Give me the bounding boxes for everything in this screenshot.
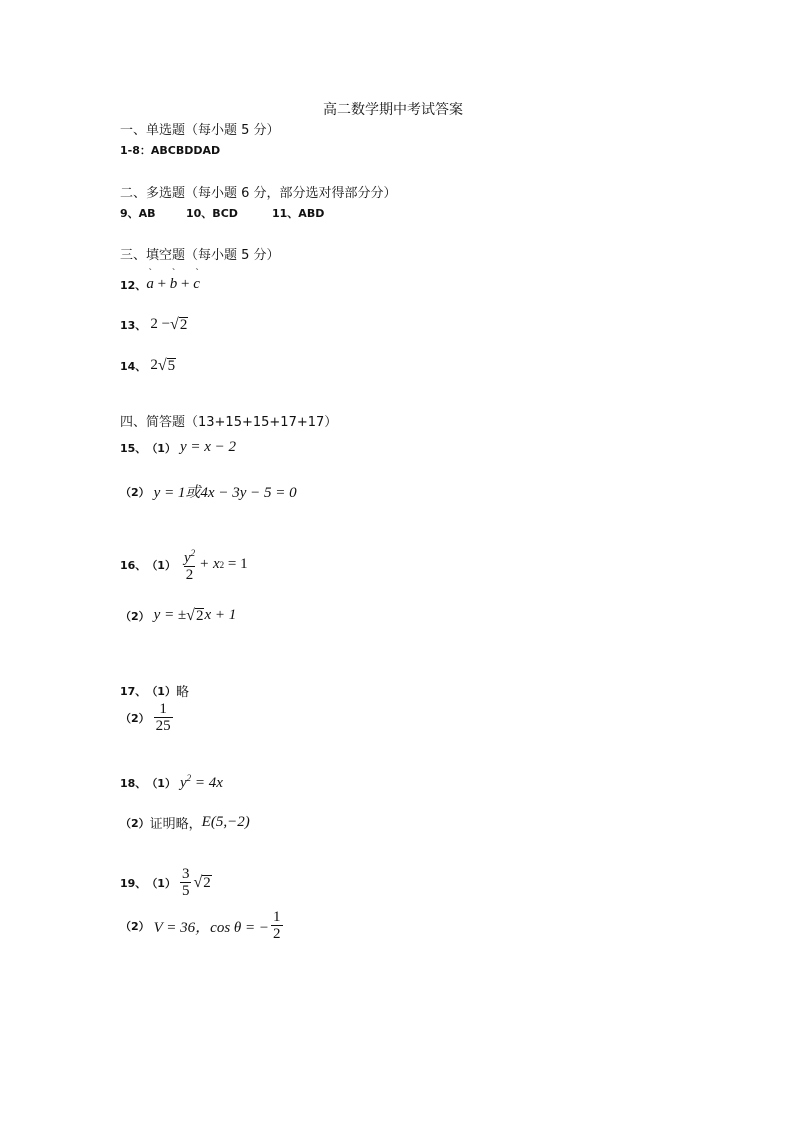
vector-c: ` c [193,276,200,293]
q19-radicand: 2 [203,875,211,891]
q17-part1-label: （1） [146,684,176,698]
vector-b: ` b [170,276,178,293]
answer-q19-part1 [120,866,212,900]
answer-q16-part2 [120,607,236,624]
answer-q18-part2 [120,813,250,832]
q16-part2-prefix: y = ± [153,607,187,623]
q16-part2-suffix: x + 1 [204,607,237,623]
answer-q17-part1 [120,681,189,700]
q13-radicand: 2 [179,316,188,333]
fraction [154,701,173,735]
section-4-heading: 四、简答题（13+15+15+17+17） [120,415,338,430]
section-3-heading: 三、填空题（每小题 5 分） [120,248,280,263]
q19-part2-text: V = 36，cos θ = − [153,919,270,936]
section-1-answers: 1-8：ABCBDDAD [120,144,221,157]
q16-tail: + x [199,556,220,572]
q18-part1-rest: = 4x [191,775,223,791]
q16-label: 16、 [120,558,147,572]
q18-part2-point: E(5,−2) [201,814,250,830]
q19-numerator: 3 [181,866,190,882]
q18-part1-label: （1） [146,776,176,790]
q16-part1-label: （1） [146,558,176,572]
q17-part2-label: （2） [120,712,150,725]
q17-denominator: 25 [155,718,171,734]
q19-denominator: 5 [181,883,190,899]
fraction [182,545,197,584]
q17-label: 17、 [120,684,147,698]
vector-a: ` a [146,276,154,293]
answer-q18-part1 [120,773,223,792]
q14-prefix: 2 [150,357,158,373]
answer-q15-part1 [120,439,236,456]
plus-sign: + [157,276,167,292]
answer-q9: 9、AB [120,207,156,220]
q19-part2-denominator: 2 [273,926,281,942]
q19-part1-label: （1） [146,877,176,890]
answer-q15-part2 [120,481,297,502]
q15-part1-answer: y = x − 2 [179,439,237,455]
q19-part2-numerator: 1 [273,909,281,925]
q14-label: 14、 [120,359,147,373]
q16-tail-exponent: 2 [219,559,225,570]
answer-q19-part2 [120,909,285,943]
answer-q16-part1 [120,545,248,584]
q16-numerator: y [183,550,191,566]
answer-q14 [120,357,176,374]
q19-part2-label: （2） [120,920,150,933]
plus-sign: + [181,276,190,292]
q16-part2-label: （2） [120,609,150,623]
q18-part2-text: 证明略， [149,817,202,832]
answer-q13 [120,316,188,333]
fraction [180,866,192,900]
q16-denominator: 2 [185,567,194,583]
q19-label: 19、 [120,877,147,890]
section-1-heading: 一、单选题（每小题 5 分） [120,123,280,138]
answer-q12 [120,276,200,293]
q16-part2-radicand: 2 [195,607,204,624]
q18-part1-exponent: 2 [186,773,192,783]
answer-q11: 11、ABD [272,207,325,220]
q15-part1-label: （1） [146,441,176,455]
q16-tail2: = 1 [224,556,248,572]
q18-part2-label: （2） [120,816,150,830]
q17-numerator: 1 [159,701,167,717]
sqrt-symbol: √ 2 [170,315,188,333]
sqrt-symbol: √ 5 [157,356,176,374]
q17-part1-answer: 略 [175,685,189,700]
q15-label: 15、 [120,441,147,455]
q18-label: 18、 [120,776,147,790]
answer-q10: 10、BCD [186,207,238,220]
q13-label: 13、 [120,318,147,332]
q12-label: 12、 [120,278,147,292]
fraction [271,909,283,943]
section-2-heading: 二、多选题（每小题 6 分，部分选对得部分分） [120,186,397,201]
sqrt-symbol: √ 2 [193,874,211,891]
q16-numerator-exponent: 2 [190,548,196,558]
q15-part2-label: （2） [120,485,150,499]
q15-part2-answer: y = 1或4x − 3y − 5 = 0 [153,485,297,501]
q13-prefix: 2 − [150,316,171,332]
page-title: 高二数学期中考试答案 [323,102,463,118]
q14-radicand: 5 [167,357,176,374]
answer-q17-part2 [120,701,175,735]
sqrt-symbol: √ 2 [186,606,204,624]
q18-part1-base: y [179,775,187,791]
